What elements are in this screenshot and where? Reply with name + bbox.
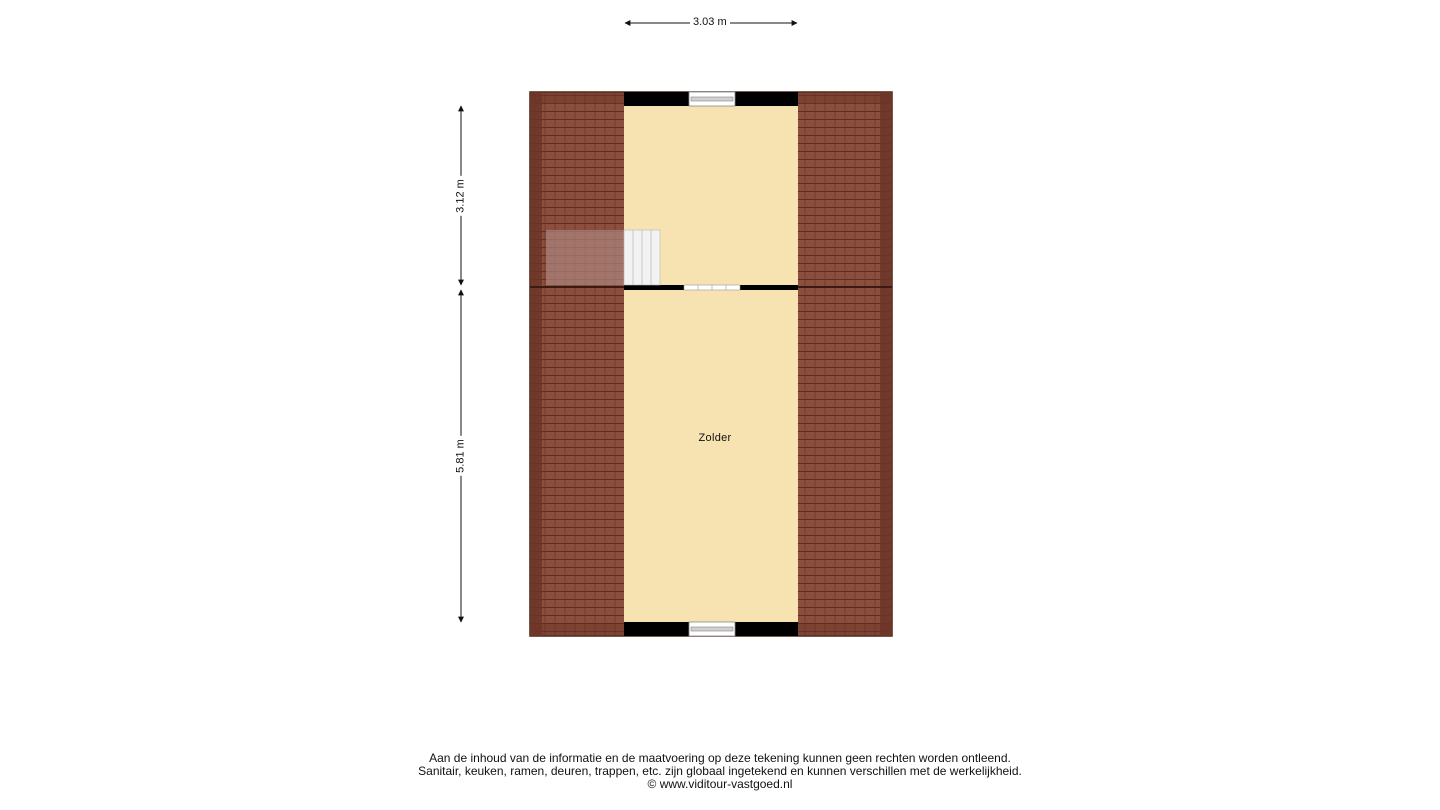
copyright-link: © www.viditour-vastgoed.nl [647, 777, 793, 791]
wall-middle-left [624, 285, 684, 290]
dimension-height-lower-label: 5.81 m [455, 436, 468, 476]
wall-top-right [735, 92, 798, 106]
wall-bottom-left [624, 622, 689, 636]
staircase [546, 230, 660, 285]
disclaimer [0, 752, 1440, 791]
roof-eave-right [880, 92, 892, 636]
window-bottom [689, 622, 735, 636]
wall-top-left [624, 92, 689, 106]
roof-eave-left [530, 92, 542, 636]
wall-middle-right [740, 285, 798, 290]
window-top [689, 92, 735, 106]
dimension-width-label: 3.03 m [690, 16, 730, 29]
disclaimer-line-1: Aan de inhoud van de informatie en de maatvoering op deze tekening kunnen geen rechten worden ontleend. [429, 751, 1011, 765]
disclaimer-line-2: Sanitair, keuken, ramen, deuren, trappen, etc. zijn globaal ingetekend en kunnen verschillen met de werkelijkheid. [418, 764, 1022, 778]
wall-bottom-right [735, 622, 798, 636]
dimension-height-upper-label: 3.12 m [455, 176, 468, 216]
middle-opening [684, 285, 740, 290]
zolder-floor [624, 290, 798, 622]
room-label-zolder: Zolder [698, 432, 732, 444]
